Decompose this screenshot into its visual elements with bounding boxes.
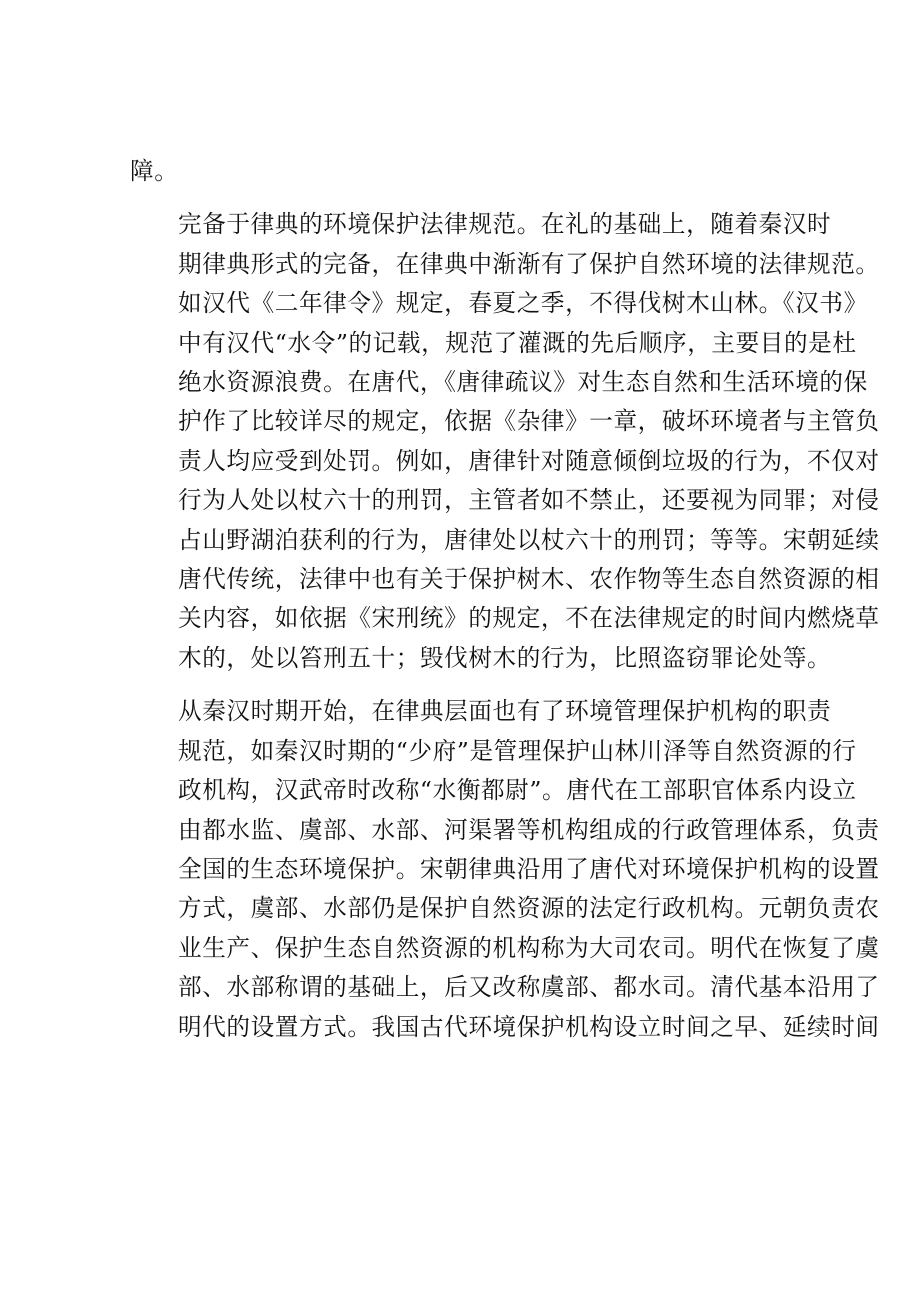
paragraph-3 xyxy=(130,692,880,1047)
text-line: 全国的生态环境保护。宋朝律典沿用了唐代对环境保护机构的设置 xyxy=(178,854,880,883)
text-line: 完备于律典的环境保护法律规范。在礼的基础上，随着秦汉时 xyxy=(178,210,832,239)
text-line: 绝水资源浪费。在唐代，《唐律疏议》对生态自然和生活环境的保 xyxy=(178,368,868,397)
text-line: 业生产、保护生态自然资源的机构称为大司农司。明代在恢复了虞 xyxy=(178,933,880,962)
text-line: 中有汉代“水令”的记载，规范了灌溉的先后顺序，主要目的是杜 xyxy=(178,328,857,357)
text-line: 规范，如秦汉时期的“少府”是管理保护山林川泽等自然资源的行 xyxy=(178,736,857,765)
text-line: 木的，处以笞刑五十；毁伐树木的行为，比照盗窃罪论处等。 xyxy=(178,643,832,672)
document-page xyxy=(130,152,880,1047)
text-line: 期律典形式的完备，在律典中渐渐有了保护自然环境的法律规范。 xyxy=(178,249,880,278)
text-line: 占山野湖泊获利的行为，唐律处以杖六十的刑罚；等等。宋朝延续 xyxy=(178,525,880,554)
paragraph-2 xyxy=(130,205,880,678)
text-line: 明代的设置方式。我国古代环境保护机构设立时间之早、延续时间 xyxy=(178,1012,880,1041)
text-line: 责人均应受到处罚。例如，唐律针对随意倾倒垃圾的行为，不仅对 xyxy=(178,446,880,475)
text-line: 部、水部称谓的基础上，后又改称虞部、都水司。清代基本沿用了 xyxy=(178,973,880,1002)
text-line: 关内容，如依据《宋刑统》的规定，不在法律规定的时间内燃烧草 xyxy=(178,604,880,633)
paragraph-1 xyxy=(130,152,800,191)
text-line: 如汉代《二年律令》规定，春夏之季，不得伐树木山林。《汉书》 xyxy=(178,289,868,318)
text-line: 方式，虞部、水部仍是保护自然资源的法定行政机构。元朝负责农 xyxy=(178,894,880,923)
text-line: 由都水监、虞部、水部、河渠署等机构组成的行政管理体系，负责 xyxy=(178,815,880,844)
text-line: 护作了比较详尽的规定，依据《杂律》一章，破坏环境者与主管负 xyxy=(178,407,880,436)
text-line: 障。 xyxy=(130,157,179,185)
text-line: 政机构，汉武帝时改称“水衡都尉”。唐代在工部职官体系内设立 xyxy=(178,776,857,805)
text-line: 行为人处以杖六十的刑罚，主管者如不禁止，还要视为同罪；对侵 xyxy=(178,486,880,515)
text-line: 从秦汉时期开始，在律典层面也有了环境管理保护机构的职责 xyxy=(178,697,832,726)
text-line: 唐代传统，法律中也有关于保护树木、农作物等生态自然资源的相 xyxy=(178,565,880,594)
